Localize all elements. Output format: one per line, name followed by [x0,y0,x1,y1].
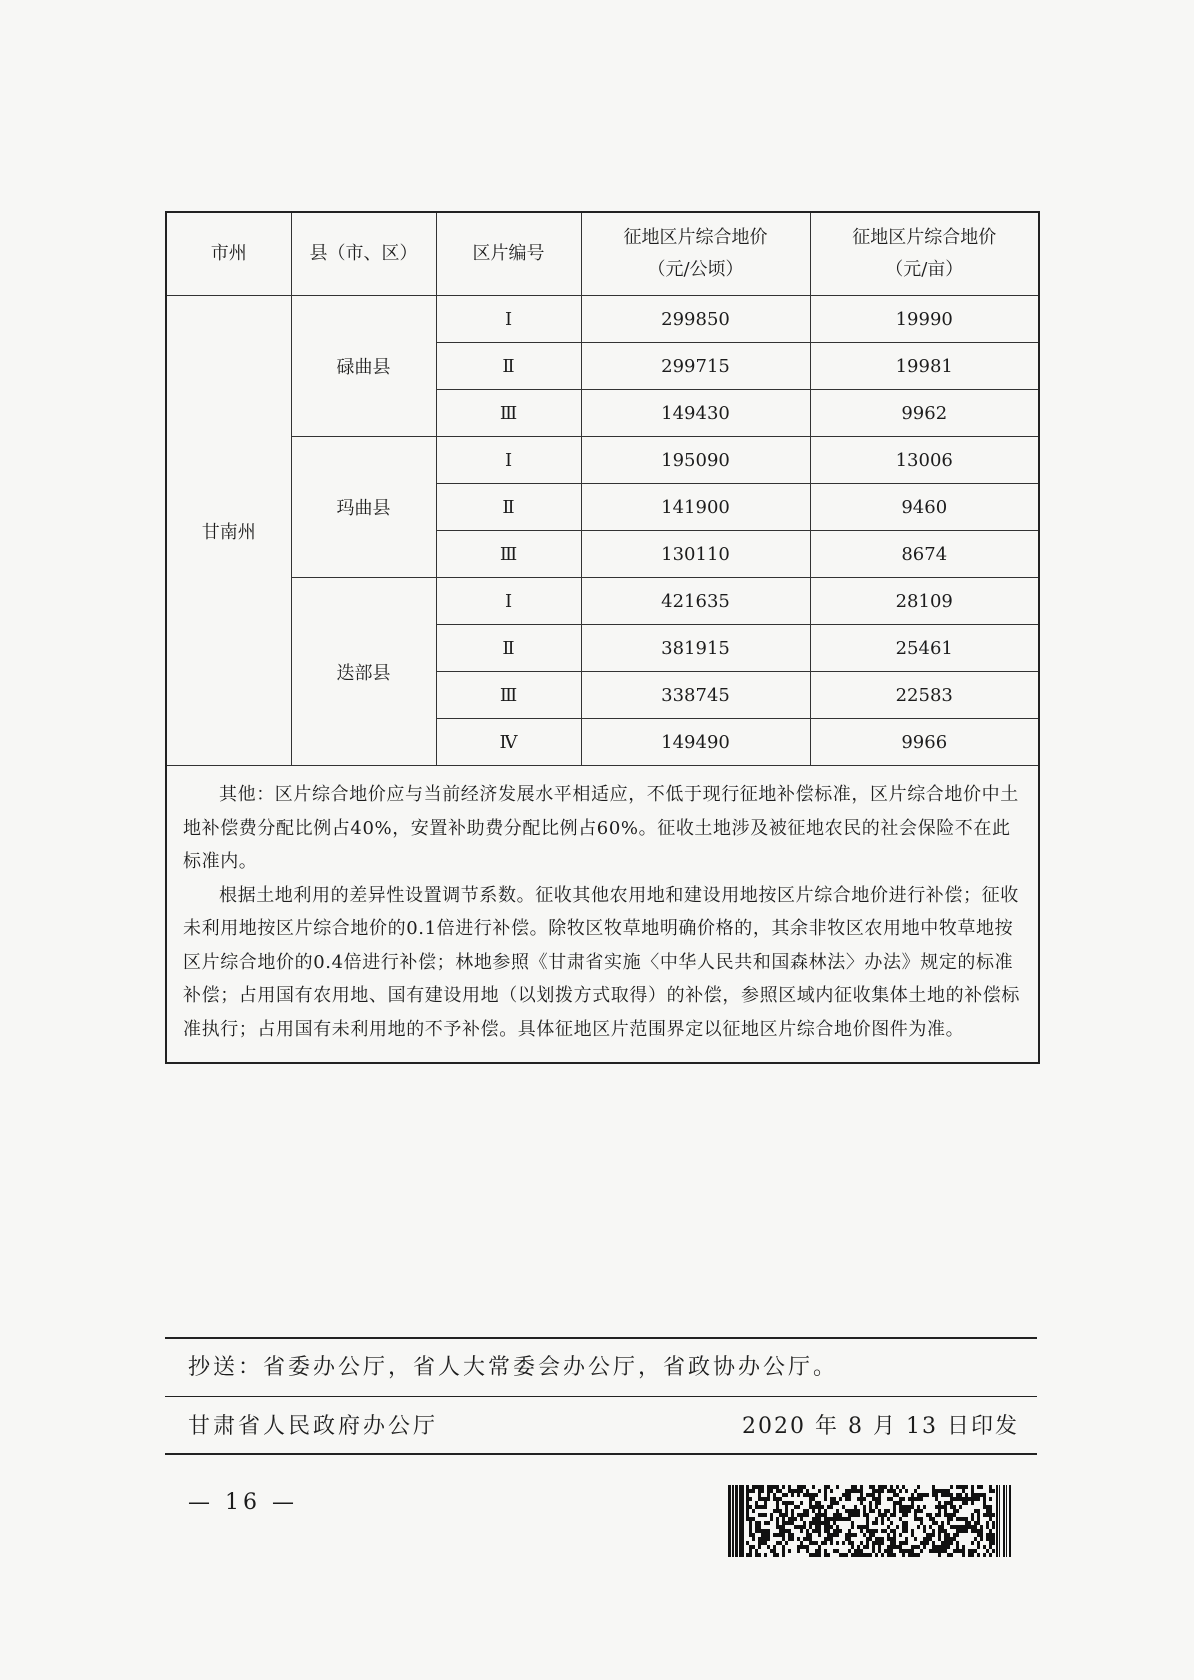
price-mu-cell: 19990 [810,296,1039,343]
price-mu-cell: 9460 [810,484,1039,531]
city-cell: 甘南州 [166,296,291,766]
price-ha-cell: 195090 [581,437,810,484]
price-mu-cell: 25461 [810,625,1039,672]
table-header-row [166,212,1039,296]
price-ha-cell: 421635 [581,578,810,625]
notes-cell [166,766,1039,1064]
land-price-table [165,211,1040,1064]
issuing-office: 甘肃省人民政府办公厅 [188,1414,439,1439]
notes-paragraph-2: 根据土地利用的差异性设置调节系数。征收其他农用地和建设用地按区片综合地价进行补偿；征收未利用地按区片综合地价的0.1倍进行补偿。除牧区牧草地明确价格的，其余非牧区农用地中牧草地按区片综合地价的0.4倍进行补偿；林地参照《甘肃省实施〈中华人民共和国森林法〉办法》规定的标准补偿；占用国有农用地、国有建设用地（以划拨方式取得）的补偿，参照区域内征收集体土地的补偿标准执行；占用国有未利用地的不予补偿。具体征地区片范围界定以征地区片综合地价图件为准。 [183,884,1020,1040]
price-ha-cell: 141900 [581,484,810,531]
zone-cell: Ⅱ [436,625,581,672]
footer-rule-middle [165,1396,1037,1397]
price-ha-cell: 381915 [581,625,810,672]
notes-paragraph-1: 其他：区片综合地价应与当前经济发展水平相适应，不低于现行征地补偿标准，区片综合地价中土地补偿费分配比例占40%，安置补助费分配比例占60%。征收土地涉及被征地农民的社会保险不在此标准内。 [183,784,1019,872]
table-row [166,296,1039,343]
price-ha-cell: 338745 [581,672,810,719]
header-zone: 区片编号 [436,212,581,296]
page-number: — 16 — [188,1490,298,1515]
print-date: 2020 年 8 月 13 日印发 [742,1414,1019,1439]
header-city: 市州 [166,212,291,296]
county-cell: 迭部县 [291,578,436,766]
zone-cell: Ⅱ [436,343,581,390]
price-mu-cell: 22583 [810,672,1039,719]
notes-row [166,766,1039,1064]
zone-cell: Ⅰ [436,578,581,625]
header-price-per-mu [810,212,1039,296]
header-price-per-mu-label: 征地区片综合地价 [852,227,997,248]
county-cell: 碌曲县 [291,296,436,437]
footer-rule-bottom [165,1453,1037,1455]
price-ha-cell: 149490 [581,719,810,766]
table-row [166,578,1039,625]
price-mu-cell: 13006 [810,437,1039,484]
header-price-per-hectare [581,212,810,296]
header-unit-hectare: （元/公顷） [647,259,744,280]
price-mu-cell: 9966 [810,719,1039,766]
table-row [166,437,1039,484]
zone-cell: Ⅰ [436,296,581,343]
barcode-image [728,1485,1011,1557]
cc-line: 抄送：省委办公厅，省人大常委会办公厅，省政协办公厅。 [188,1355,839,1380]
county-cell: 玛曲县 [291,437,436,578]
zone-cell: Ⅳ [436,719,581,766]
zone-cell: Ⅰ [436,437,581,484]
price-ha-cell: 149430 [581,390,810,437]
price-ha-cell: 130110 [581,531,810,578]
header-county: 县（市、区） [291,212,436,296]
zone-cell: Ⅲ [436,531,581,578]
price-ha-cell: 299715 [581,343,810,390]
price-mu-cell: 8674 [810,531,1039,578]
zone-cell: Ⅲ [436,672,581,719]
header-unit-mu: （元/亩） [885,259,964,280]
zone-cell: Ⅲ [436,390,581,437]
price-ha-cell: 299850 [581,296,810,343]
price-mu-cell: 19981 [810,343,1039,390]
footer-rule-top [165,1337,1037,1339]
price-mu-cell: 28109 [810,578,1039,625]
price-mu-cell: 9962 [810,390,1039,437]
zone-cell: Ⅱ [436,484,581,531]
header-price-per-hectare-label: 征地区片综合地价 [623,227,768,248]
